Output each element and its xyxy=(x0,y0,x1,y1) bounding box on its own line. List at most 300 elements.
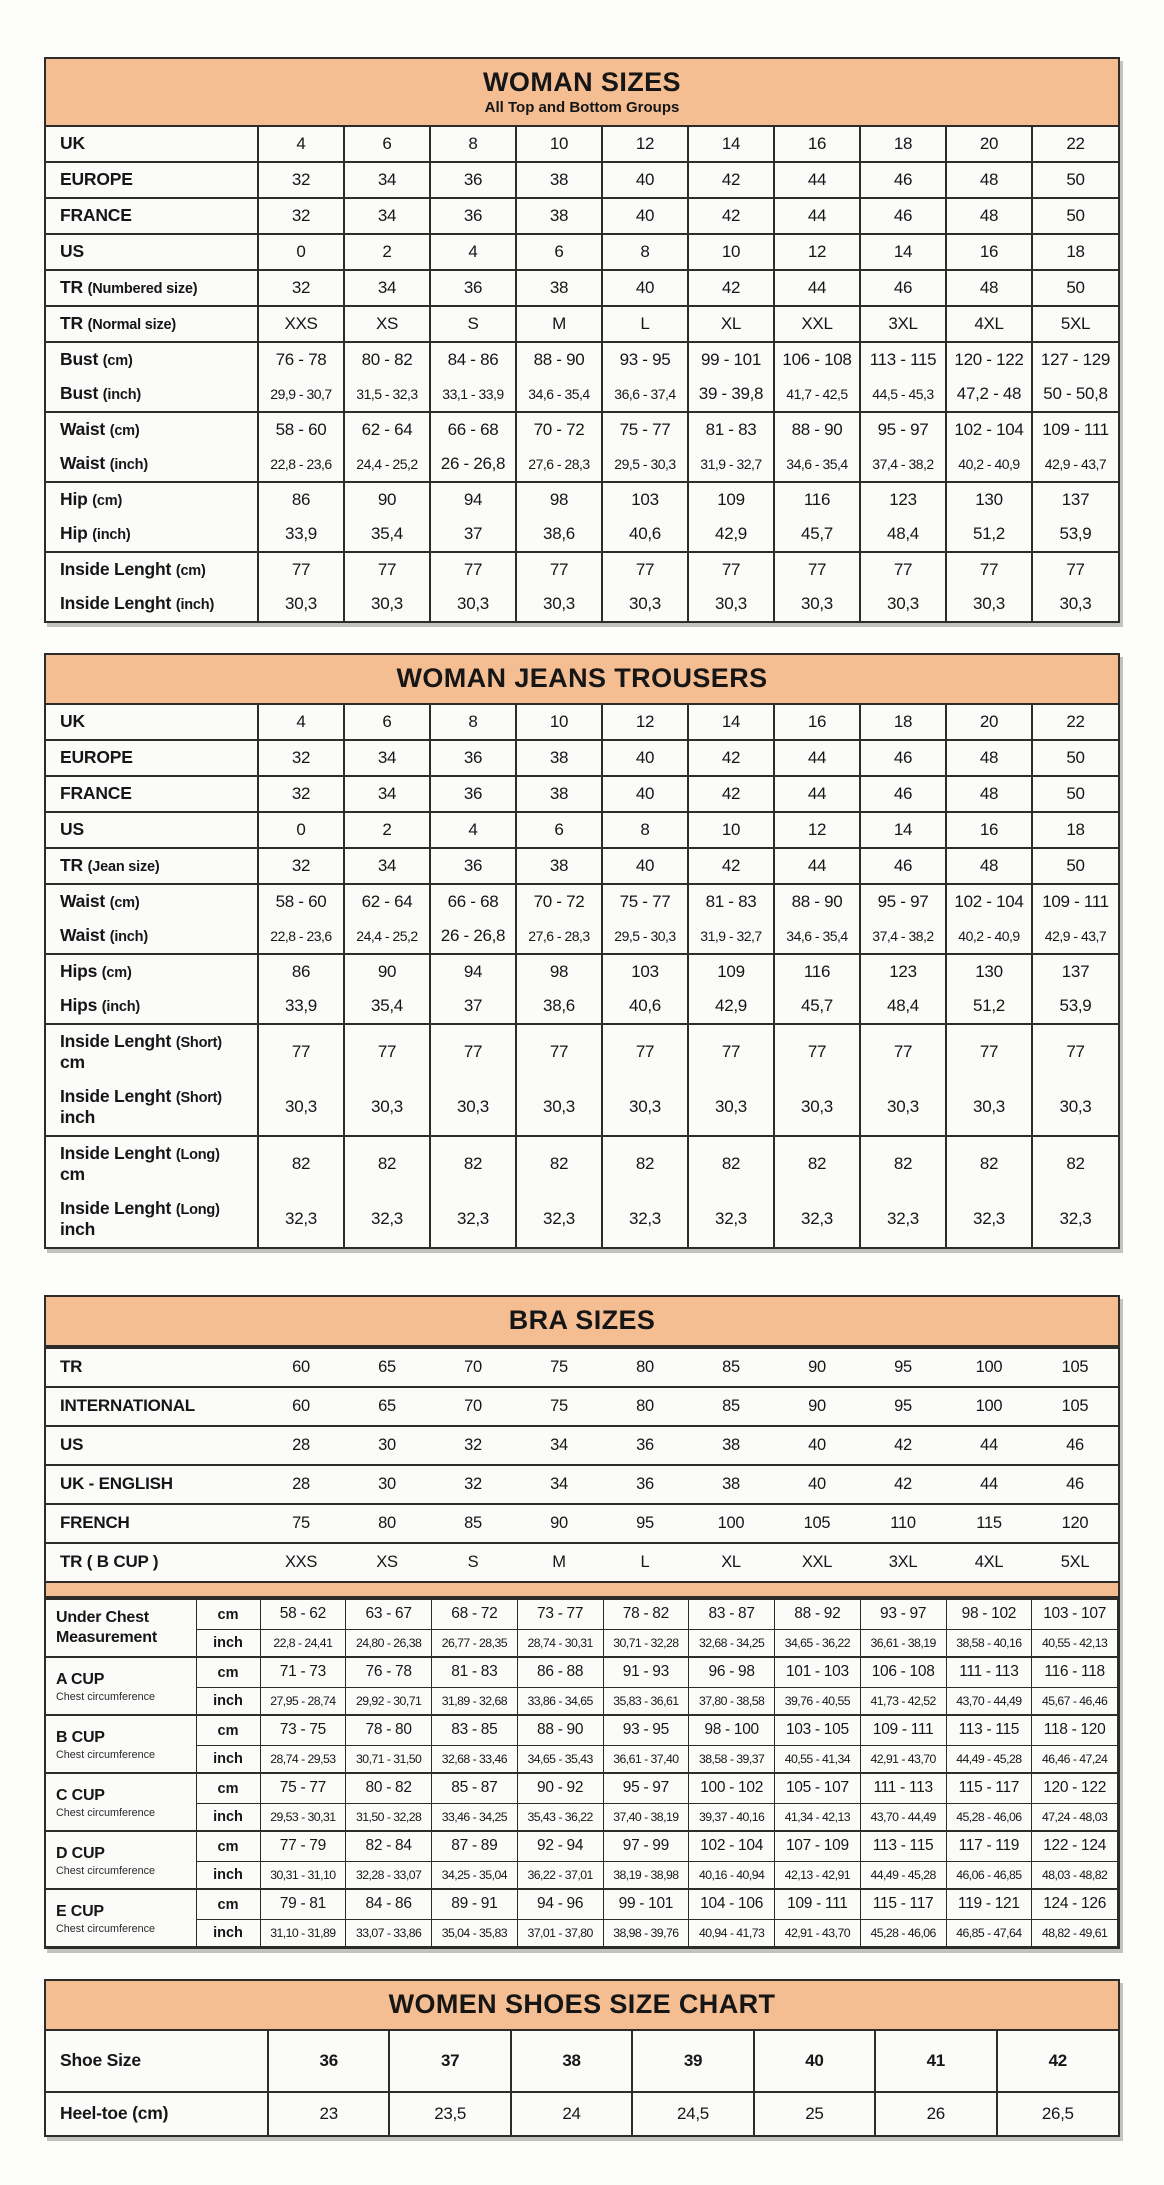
value-cell: 36 xyxy=(430,162,516,198)
value-cell: 120 - 122 xyxy=(1032,1773,1118,1804)
woman-sizes-table xyxy=(44,57,1120,623)
value-cell: XXL xyxy=(801,1552,833,1571)
value-cell: 77 xyxy=(1032,552,1118,587)
value-cell: 32 xyxy=(464,1435,482,1454)
value-cell: 34,65 - 36,22 xyxy=(775,1630,861,1658)
value-cell: 47,2 - 48 xyxy=(946,377,1032,412)
value-cell: 137 xyxy=(1032,482,1118,517)
value-cell: 18 xyxy=(860,705,946,740)
value-cell: XXL xyxy=(774,306,860,342)
table-row xyxy=(46,270,1118,306)
value-cell: 103 - 105 xyxy=(775,1715,861,1746)
value-cell: 46 xyxy=(860,740,946,776)
row-label: Hip (cm) xyxy=(60,489,123,509)
table-row xyxy=(46,198,1118,234)
value-cell: 50 xyxy=(1032,740,1118,776)
value-cell: 46 xyxy=(1066,1435,1084,1454)
value-cell: 46,46 - 47,24 xyxy=(1032,1746,1118,1774)
value-cell: 34 xyxy=(550,1474,568,1493)
table-row xyxy=(46,1348,1118,1387)
value-cell: 107 - 109 xyxy=(775,1831,861,1862)
value-cell: 32,28 - 33,07 xyxy=(346,1862,432,1890)
value-cell: 30,3 xyxy=(860,587,946,621)
unit-label: inch xyxy=(196,1688,260,1716)
value-cell: 113 - 115 xyxy=(946,1715,1032,1746)
value-cell: 2 xyxy=(344,234,430,270)
row-label: TR xyxy=(60,1357,83,1376)
value-cell: 14 xyxy=(688,127,774,162)
value-cell: 116 xyxy=(774,954,860,989)
value-cell: 42 xyxy=(688,776,774,812)
woman-sizes-grid xyxy=(46,127,1118,621)
value-cell: 32 xyxy=(464,1474,482,1493)
value-cell: 115 - 117 xyxy=(946,1773,1032,1804)
woman-sizes-title: WOMAN SIZES xyxy=(483,67,681,97)
value-cell: 62 - 64 xyxy=(344,412,430,447)
value-cell: 40,55 - 41,34 xyxy=(775,1746,861,1774)
row-label: US xyxy=(60,819,84,839)
value-cell: 130 xyxy=(946,482,1032,517)
value-cell: 85 xyxy=(464,1513,482,1532)
value-cell: 73 - 75 xyxy=(260,1715,346,1746)
value-cell: 86 xyxy=(258,954,344,989)
measurement-note: Chest circumference xyxy=(56,1690,156,1703)
value-cell: 32,3 xyxy=(516,1192,602,1247)
value-cell: 82 xyxy=(774,1136,860,1192)
row-label: Inside Lenght (inch) xyxy=(60,593,215,613)
value-cell: 119 - 121 xyxy=(946,1889,1032,1920)
value-cell: 88 - 90 xyxy=(774,884,860,919)
row-label: Inside Lenght (Long) cm xyxy=(60,1143,220,1184)
value-cell: 50 xyxy=(1032,198,1118,234)
value-cell: 104 - 106 xyxy=(689,1889,775,1920)
value-cell: 38 xyxy=(511,2031,632,2092)
value-cell: 63 - 67 xyxy=(346,1599,432,1630)
value-cell: 73 - 77 xyxy=(517,1599,603,1630)
value-cell: 46 xyxy=(860,162,946,198)
table-row xyxy=(46,1773,1118,1804)
value-cell: 91 - 93 xyxy=(603,1657,689,1688)
value-cell: 92 - 94 xyxy=(517,1831,603,1862)
value-cell: 18 xyxy=(1032,234,1118,270)
value-cell: 117 - 119 xyxy=(946,1831,1032,1862)
value-cell: 12 xyxy=(602,705,688,740)
bra-sizes-title: BRA SIZES xyxy=(508,1305,656,1335)
value-cell: 86 xyxy=(258,482,344,517)
row-label: UK - ENGLISH xyxy=(60,1474,173,1493)
value-cell: 42,91 - 43,70 xyxy=(860,1746,946,1774)
value-cell: 44 xyxy=(774,162,860,198)
row-label: Heel-toe (cm) xyxy=(60,2103,169,2123)
table-row xyxy=(46,517,1118,552)
value-cell: S xyxy=(467,1552,479,1571)
value-cell: 103 xyxy=(602,954,688,989)
value-cell: 24,80 - 26,38 xyxy=(346,1630,432,1658)
value-cell: 82 xyxy=(516,1136,602,1192)
value-cell: 35,4 xyxy=(344,989,430,1024)
value-cell: 46,85 - 47,64 xyxy=(946,1920,1032,1947)
value-cell: 33,9 xyxy=(258,989,344,1024)
value-cell: 44,5 - 45,3 xyxy=(860,377,946,412)
value-cell: 48,4 xyxy=(860,989,946,1024)
value-cell: 34 xyxy=(550,1435,568,1454)
value-cell: 97 - 99 xyxy=(603,1831,689,1862)
value-cell: 34 xyxy=(344,198,430,234)
value-cell: 40,55 - 42,13 xyxy=(1032,1630,1118,1658)
value-cell: 32,3 xyxy=(602,1192,688,1247)
value-cell: 34,25 - 35,04 xyxy=(432,1862,518,1890)
value-cell: 42 xyxy=(894,1435,912,1454)
value-cell: 33,86 - 34,65 xyxy=(517,1688,603,1716)
value-cell: 70 - 72 xyxy=(516,412,602,447)
value-cell: 10 xyxy=(688,234,774,270)
value-cell: 30,3 xyxy=(430,587,516,621)
value-cell: 37,4 - 38,2 xyxy=(860,919,946,954)
value-cell: 88 - 90 xyxy=(517,1715,603,1746)
value-cell: 45,7 xyxy=(774,517,860,552)
table-row xyxy=(46,552,1118,587)
table-row xyxy=(46,587,1118,621)
value-cell: XS xyxy=(344,306,430,342)
table-row xyxy=(46,1889,1118,1920)
value-cell: 42,9 - 43,7 xyxy=(1032,447,1118,482)
value-cell: 60 xyxy=(292,1357,310,1376)
value-cell: 106 - 108 xyxy=(860,1657,946,1688)
value-cell: 30,3 xyxy=(860,1080,946,1136)
value-cell: 29,53 - 30,31 xyxy=(260,1804,346,1832)
value-cell: 65 xyxy=(378,1357,396,1376)
bra-sizes-header xyxy=(46,1297,1118,1347)
value-cell: 85 xyxy=(722,1396,740,1415)
value-cell: 95 xyxy=(894,1396,912,1415)
value-cell: 37 xyxy=(430,989,516,1024)
value-cell: 83 - 87 xyxy=(689,1599,775,1630)
value-cell: 38 xyxy=(722,1435,740,1454)
value-cell: 34 xyxy=(344,270,430,306)
value-cell: 8 xyxy=(602,812,688,848)
value-cell: 50 - 50,8 xyxy=(1032,377,1118,412)
unit-label: inch xyxy=(196,1746,260,1774)
value-cell: 82 xyxy=(430,1136,516,1192)
unit-label: cm xyxy=(196,1715,260,1746)
value-cell: 36,22 - 37,01 xyxy=(517,1862,603,1890)
value-cell: 82 xyxy=(258,1136,344,1192)
value-cell: 30,3 xyxy=(1032,1080,1118,1136)
value-cell: 46 xyxy=(1066,1474,1084,1493)
value-cell: 86 - 88 xyxy=(517,1657,603,1688)
value-cell: 38 xyxy=(516,848,602,884)
value-cell: 10 xyxy=(516,127,602,162)
value-cell: 12 xyxy=(774,812,860,848)
value-cell: 48,03 - 48,82 xyxy=(1032,1862,1118,1890)
value-cell: 109 xyxy=(688,954,774,989)
value-cell: 77 xyxy=(516,552,602,587)
row-label: Inside Lenght (Long) inch xyxy=(60,1198,220,1239)
value-cell: 111 - 113 xyxy=(946,1657,1032,1688)
value-cell: 41,73 - 42,52 xyxy=(860,1688,946,1716)
value-cell: 16 xyxy=(946,234,1032,270)
value-cell: 25 xyxy=(754,2092,875,2135)
value-cell: 35,83 - 36,61 xyxy=(603,1688,689,1716)
value-cell: 123 xyxy=(860,482,946,517)
value-cell: 50 xyxy=(1032,162,1118,198)
value-cell: 58 - 62 xyxy=(260,1599,346,1630)
row-label: FRANCE xyxy=(60,783,132,803)
value-cell: 29,92 - 30,71 xyxy=(346,1688,432,1716)
value-cell: 80 xyxy=(378,1513,396,1532)
value-cell: 87 - 89 xyxy=(432,1831,518,1862)
value-cell: 43,70 - 44,49 xyxy=(946,1688,1032,1716)
value-cell: 0 xyxy=(258,812,344,848)
value-cell: 4XL xyxy=(946,306,1032,342)
value-cell: 44 xyxy=(980,1474,998,1493)
value-cell: 23 xyxy=(268,2092,389,2135)
value-cell: 120 - 122 xyxy=(946,342,1032,377)
table-row xyxy=(46,306,1118,342)
value-cell: 101 - 103 xyxy=(775,1657,861,1688)
value-cell: 30,3 xyxy=(258,587,344,621)
value-cell: 30,3 xyxy=(774,1080,860,1136)
value-cell: 40 xyxy=(754,2031,875,2092)
value-cell: 90 xyxy=(808,1357,826,1376)
value-cell: L xyxy=(602,306,688,342)
measurement-label: D CUP Chest circumference xyxy=(46,1831,196,1889)
value-cell: 42 xyxy=(688,848,774,884)
value-cell: 105 xyxy=(1061,1396,1089,1415)
value-cell: 20 xyxy=(946,127,1032,162)
value-cell: 4 xyxy=(430,234,516,270)
value-cell: 77 xyxy=(344,1024,430,1080)
table-row xyxy=(46,1862,1118,1890)
value-cell: 5XL xyxy=(1032,306,1118,342)
value-cell: 38 xyxy=(516,270,602,306)
value-cell: 26,77 - 28,35 xyxy=(432,1630,518,1658)
table-row xyxy=(46,234,1118,270)
value-cell: 38,58 - 39,37 xyxy=(689,1746,775,1774)
value-cell: 16 xyxy=(774,127,860,162)
value-cell: 77 xyxy=(688,552,774,587)
value-cell: 76 - 78 xyxy=(346,1657,432,1688)
unit-label: cm xyxy=(196,1889,260,1920)
row-label: TR ( B CUP ) xyxy=(60,1552,159,1571)
value-cell: 35,43 - 36,22 xyxy=(517,1804,603,1832)
table-row xyxy=(46,162,1118,198)
value-cell: 50 xyxy=(1032,270,1118,306)
value-cell: 45,7 xyxy=(774,989,860,1024)
value-cell: 36 xyxy=(430,776,516,812)
value-cell: 42 xyxy=(688,198,774,234)
value-cell: 22,8 - 23,6 xyxy=(258,447,344,482)
measurement-note: Chest circumference xyxy=(56,1922,156,1935)
value-cell: 36 xyxy=(430,740,516,776)
value-cell: 45,67 - 46,46 xyxy=(1032,1688,1118,1716)
value-cell: 33,9 xyxy=(258,517,344,552)
table-row xyxy=(46,1831,1118,1862)
value-cell: 80 xyxy=(636,1357,654,1376)
bra-sizes-grid xyxy=(46,1347,1118,1581)
measurement-label: Under Chest Measurement xyxy=(46,1599,196,1657)
value-cell: 122 - 124 xyxy=(1032,1831,1118,1862)
value-cell: 36 xyxy=(430,270,516,306)
value-cell: 30,3 xyxy=(774,587,860,621)
value-cell: 105 xyxy=(1061,1357,1089,1376)
value-cell: 113 - 115 xyxy=(860,1831,946,1862)
value-cell: 51,2 xyxy=(946,989,1032,1024)
value-cell: 14 xyxy=(860,812,946,848)
unit-label: inch xyxy=(196,1630,260,1658)
value-cell: 35,04 - 35,83 xyxy=(432,1920,518,1947)
value-cell: 44,49 - 45,28 xyxy=(860,1862,946,1890)
value-cell: 12 xyxy=(774,234,860,270)
table-row xyxy=(46,342,1118,377)
value-cell: 31,50 - 32,28 xyxy=(346,1804,432,1832)
value-cell: 105 xyxy=(803,1513,831,1532)
row-label: FRENCH xyxy=(60,1513,130,1532)
value-cell: 27,6 - 28,3 xyxy=(516,447,602,482)
value-cell: 33,1 - 33,9 xyxy=(430,377,516,412)
value-cell: 90 xyxy=(808,1396,826,1415)
row-label: Bust (cm) xyxy=(60,349,133,369)
value-cell: 99 - 101 xyxy=(603,1889,689,1920)
value-cell: 39,37 - 40,16 xyxy=(689,1804,775,1832)
table-row xyxy=(46,1746,1118,1774)
value-cell: 82 xyxy=(946,1136,1032,1192)
value-cell: 111 - 113 xyxy=(860,1773,946,1804)
value-cell: 42,91 - 43,70 xyxy=(775,1920,861,1947)
value-cell: 124 - 126 xyxy=(1032,1889,1118,1920)
value-cell: 98 xyxy=(516,482,602,517)
value-cell: 95 - 97 xyxy=(860,412,946,447)
value-cell: 103 - 107 xyxy=(1032,1599,1118,1630)
value-cell: 95 - 97 xyxy=(860,884,946,919)
value-cell: 27,6 - 28,3 xyxy=(516,919,602,954)
value-cell: 32,3 xyxy=(344,1192,430,1247)
value-cell: 30,3 xyxy=(258,1080,344,1136)
value-cell: 35,4 xyxy=(344,517,430,552)
value-cell: 33,46 - 34,25 xyxy=(432,1804,518,1832)
value-cell: 77 xyxy=(258,1024,344,1080)
value-cell: 75 xyxy=(292,1513,310,1532)
value-cell: 3XL xyxy=(888,1552,918,1571)
value-cell: 34 xyxy=(344,162,430,198)
value-cell: 100 xyxy=(975,1357,1003,1376)
table-row xyxy=(46,1715,1118,1746)
bra-sizes-table xyxy=(44,1295,1120,1949)
value-cell: 30,3 xyxy=(946,1080,1032,1136)
value-cell: 115 xyxy=(976,1513,1002,1532)
value-cell: 29,9 - 30,7 xyxy=(258,377,344,412)
value-cell: 96 - 98 xyxy=(689,1657,775,1688)
unit-label: inch xyxy=(196,1804,260,1832)
value-cell: 40 xyxy=(602,270,688,306)
value-cell: 34,65 - 35,43 xyxy=(517,1746,603,1774)
value-cell: 68 - 72 xyxy=(432,1599,518,1630)
table-row xyxy=(46,1543,1118,1581)
value-cell: 30,3 xyxy=(344,1080,430,1136)
value-cell: 82 xyxy=(860,1136,946,1192)
value-cell: 40 xyxy=(602,198,688,234)
value-cell: 30,3 xyxy=(430,1080,516,1136)
value-cell: 93 - 97 xyxy=(860,1599,946,1630)
value-cell: 45,28 - 46,06 xyxy=(860,1920,946,1947)
value-cell: 102 - 104 xyxy=(689,1831,775,1862)
value-cell: 47,24 - 48,03 xyxy=(1032,1804,1118,1832)
value-cell: 109 - 111 xyxy=(1032,884,1118,919)
value-cell: 93 - 95 xyxy=(603,1715,689,1746)
table-row xyxy=(46,1688,1118,1716)
value-cell: 22,8 - 24,41 xyxy=(260,1630,346,1658)
value-cell: 80 xyxy=(636,1396,654,1415)
value-cell: 82 xyxy=(688,1136,774,1192)
value-cell: 36 xyxy=(430,848,516,884)
value-cell: 94 - 96 xyxy=(517,1889,603,1920)
value-cell: 36 xyxy=(636,1474,654,1493)
value-cell: 82 xyxy=(1032,1136,1118,1192)
value-cell: 79 - 81 xyxy=(260,1889,346,1920)
value-cell: 77 xyxy=(688,1024,774,1080)
value-cell: 44 xyxy=(774,270,860,306)
bra-section-divider xyxy=(46,1581,1118,1598)
value-cell: 38 xyxy=(516,162,602,198)
value-cell: 127 - 129 xyxy=(1032,342,1118,377)
row-label: TR (Jean size) xyxy=(60,855,160,875)
value-cell: 38,98 - 39,76 xyxy=(603,1920,689,1947)
value-cell: 120 xyxy=(1061,1513,1089,1532)
value-cell: 116 - 118 xyxy=(1032,1657,1118,1688)
row-label: US xyxy=(60,1435,84,1454)
value-cell: 31,9 - 32,7 xyxy=(688,919,774,954)
value-cell: 40,2 - 40,9 xyxy=(946,919,1032,954)
value-cell: 24 xyxy=(511,2092,632,2135)
row-label: EUROPE xyxy=(60,747,133,767)
value-cell: XXS xyxy=(284,1552,318,1571)
value-cell: XL xyxy=(721,1552,741,1571)
value-cell: 32,3 xyxy=(688,1192,774,1247)
value-cell: 44,49 - 45,28 xyxy=(946,1746,1032,1774)
value-cell: 30,3 xyxy=(516,1080,602,1136)
value-cell: 34,6 - 35,4 xyxy=(774,447,860,482)
value-cell: 32 xyxy=(258,162,344,198)
value-cell: 48,82 - 49,61 xyxy=(1032,1920,1118,1947)
value-cell: 31,5 - 32,3 xyxy=(344,377,430,412)
value-cell: 37,40 - 38,19 xyxy=(603,1804,689,1832)
value-cell: 38,58 - 40,16 xyxy=(946,1630,1032,1658)
value-cell: 90 xyxy=(550,1513,568,1532)
value-cell: 42 xyxy=(894,1474,912,1493)
table-row xyxy=(46,1426,1118,1465)
value-cell: 77 xyxy=(516,1024,602,1080)
value-cell: 77 xyxy=(602,552,688,587)
value-cell: 44 xyxy=(774,776,860,812)
value-cell: 98 - 100 xyxy=(689,1715,775,1746)
value-cell: 40 xyxy=(602,776,688,812)
table-row xyxy=(46,705,1118,740)
value-cell: 95 - 97 xyxy=(603,1773,689,1804)
value-cell: 42,9 xyxy=(688,517,774,552)
value-cell: 94 xyxy=(430,482,516,517)
value-cell: 32 xyxy=(258,270,344,306)
table-row xyxy=(46,954,1118,989)
value-cell: 41,7 - 42,5 xyxy=(774,377,860,412)
table-row xyxy=(46,412,1118,447)
value-cell: 6 xyxy=(344,127,430,162)
value-cell: 32,68 - 34,25 xyxy=(689,1630,775,1658)
value-cell: 28 xyxy=(292,1435,310,1454)
value-cell: 38,6 xyxy=(516,517,602,552)
value-cell: 39 xyxy=(632,2031,753,2092)
value-cell: 29,5 - 30,3 xyxy=(602,919,688,954)
value-cell: 90 xyxy=(344,482,430,517)
